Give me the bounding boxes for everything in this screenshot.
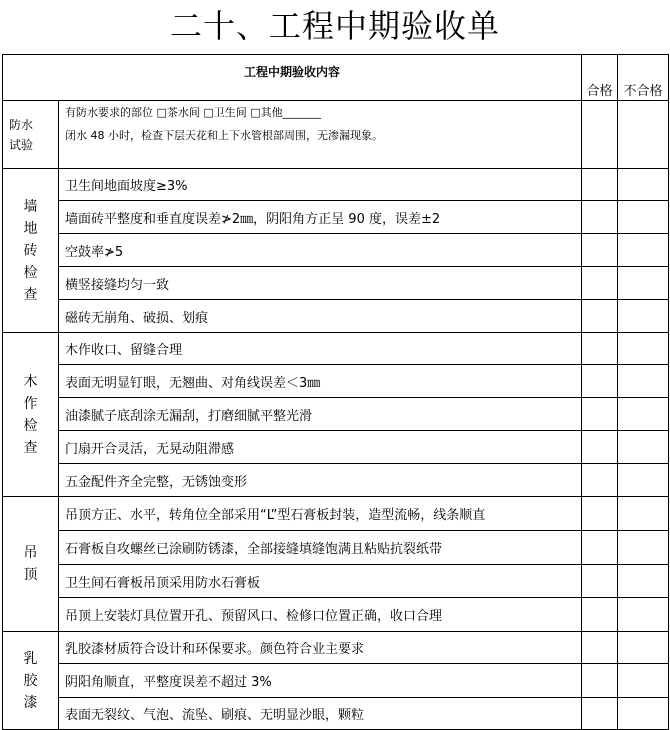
section-label-char: 作 [23,395,38,412]
header-fail: 不合格 [618,55,669,101]
pass-cell[interactable] [582,169,618,201]
section-label-char: 查 [23,439,38,456]
fail-cell[interactable] [618,398,669,431]
section-label [3,333,59,497]
inspection-item: 木作收口、留缝合理 [59,333,582,365]
table-row [3,531,669,565]
fail-cell[interactable] [618,101,669,169]
header-content: 工程中期验收内容 [3,55,582,101]
fail-cell[interactable] [618,698,669,730]
table-row [3,398,669,431]
inspection-item: 横竖接缝均匀一致 [59,267,582,300]
pass-cell[interactable] [582,531,618,565]
fail-cell[interactable] [618,464,669,497]
section-label-char: 吊 [23,545,38,561]
section-label-char: 查 [23,286,38,303]
waterproof-content [59,101,582,169]
pass-cell[interactable] [582,632,618,664]
table-row [3,431,669,464]
fail-cell[interactable] [618,664,669,698]
table-row [3,365,669,398]
section-label-char: 砖 [23,242,38,259]
inspection-item: 乳胶漆材质符合设计和环保要求。颜色符合业主要求 [59,632,582,664]
pass-cell[interactable] [582,333,618,365]
table-row [3,698,669,730]
fail-cell[interactable] [618,300,669,333]
fail-cell[interactable] [618,531,669,565]
pass-cell[interactable] [582,431,618,464]
section-label-char: 胶 [23,672,38,689]
inspection-item: 表面无裂纹、气泡、流坠、刷痕、无明显沙眼，颗粒 [59,698,582,730]
table-row [3,267,669,300]
pass-cell[interactable] [582,300,618,333]
table-row [3,664,669,698]
pass-cell[interactable] [582,698,618,730]
table-row [3,565,669,598]
fail-cell[interactable] [618,234,669,267]
fail-cell[interactable] [618,267,669,300]
fail-cell[interactable] [618,632,669,664]
fail-cell[interactable] [618,333,669,365]
section-label-char: 乳 [23,650,38,667]
page-title: 二十、工程中期验收单 [169,7,500,45]
section-label-char: 墙 [23,198,38,215]
table-row [3,497,669,531]
inspection-item: 门扇开合灵活，无晃动阻滞感 [59,431,582,464]
pass-cell[interactable] [582,365,618,398]
table-row [3,598,669,632]
fail-cell[interactable] [618,169,669,201]
pass-cell[interactable] [582,101,618,169]
header-pass: 合格 [582,55,618,101]
inspection-item: 吊顶方正、水平，转角位全部采用“L”型石膏板封装，造型流畅，线条顺直 [59,497,582,531]
table-row [3,234,669,267]
waterproof-row [3,101,669,169]
section-label [3,497,59,632]
pass-cell[interactable] [582,267,618,300]
waterproof-line1: 有防水要求的部位 □茶水间 □卫生间 □其他_______ [65,106,322,119]
inspection-item: 吊顶上安装灯具位置开孔、预留风口、检修口位置正确，收口合理 [59,598,582,632]
inspection-item: 空鼓率≯5 [59,234,582,267]
pass-cell[interactable] [582,598,618,632]
inspection-item: 石膏板自攻螺丝已涂刷防锈漆，全部接缝填缝饱满且粘贴抗裂纸带 [59,531,582,565]
table-row [3,333,669,365]
section-label-char: 漆 [23,694,38,711]
pass-cell[interactable] [582,565,618,598]
table-row [3,464,669,497]
section-label-char: 地 [23,220,38,237]
pass-cell[interactable] [582,398,618,431]
section-label [3,632,59,730]
fail-cell[interactable] [618,431,669,464]
table-row [3,300,669,333]
fail-cell[interactable] [618,365,669,398]
inspection-item: 磁砖无崩角、破损、划痕 [59,300,582,333]
section-label-char: 顶 [23,567,38,583]
fail-cell[interactable] [618,497,669,531]
table-row [3,201,669,234]
inspection-item: 阴阳角顺直，平整度误差不超过 3% [59,664,582,698]
fail-cell[interactable] [618,201,669,234]
waterproof-line2: 闭水 48 小时，检查下层天花和上下水管根部周围，无渗漏现象。 [65,129,383,142]
section-label-char: 检 [23,264,38,281]
waterproof-label-line1: 防水 [9,117,34,132]
table-row [3,632,669,664]
pass-cell[interactable] [582,664,618,698]
inspection-item: 表面无明显钉眼，无翘曲、对角线误差＜3㎜ [59,365,582,398]
waterproof-label [3,101,59,169]
section-label-char: 木 [23,373,38,390]
section-label [3,169,59,333]
inspection-item: 卫生间石膏板吊顶采用防水石膏板 [59,565,582,598]
inspection-item: 墙面砖平整度和垂直度误差≯2㎜，阴阳角方正呈 90 度，误差±2 [59,201,582,234]
pass-cell[interactable] [582,201,618,234]
header-row [3,55,669,101]
inspection-table [2,54,669,730]
pass-cell[interactable] [582,497,618,531]
fail-cell[interactable] [618,598,669,632]
table-row [3,169,669,201]
pass-cell[interactable] [582,464,618,497]
inspection-item: 油漆腻子底刮涂无漏刮，打磨细腻平整光滑 [59,398,582,431]
section-label-char: 检 [23,417,38,434]
inspection-item: 五金配件齐全完整，无锈蚀变形 [59,464,582,497]
inspection-item: 卫生间地面坡度≥3% [59,169,582,201]
pass-cell[interactable] [582,234,618,267]
fail-cell[interactable] [618,565,669,598]
waterproof-label-line2: 试验 [9,137,34,152]
